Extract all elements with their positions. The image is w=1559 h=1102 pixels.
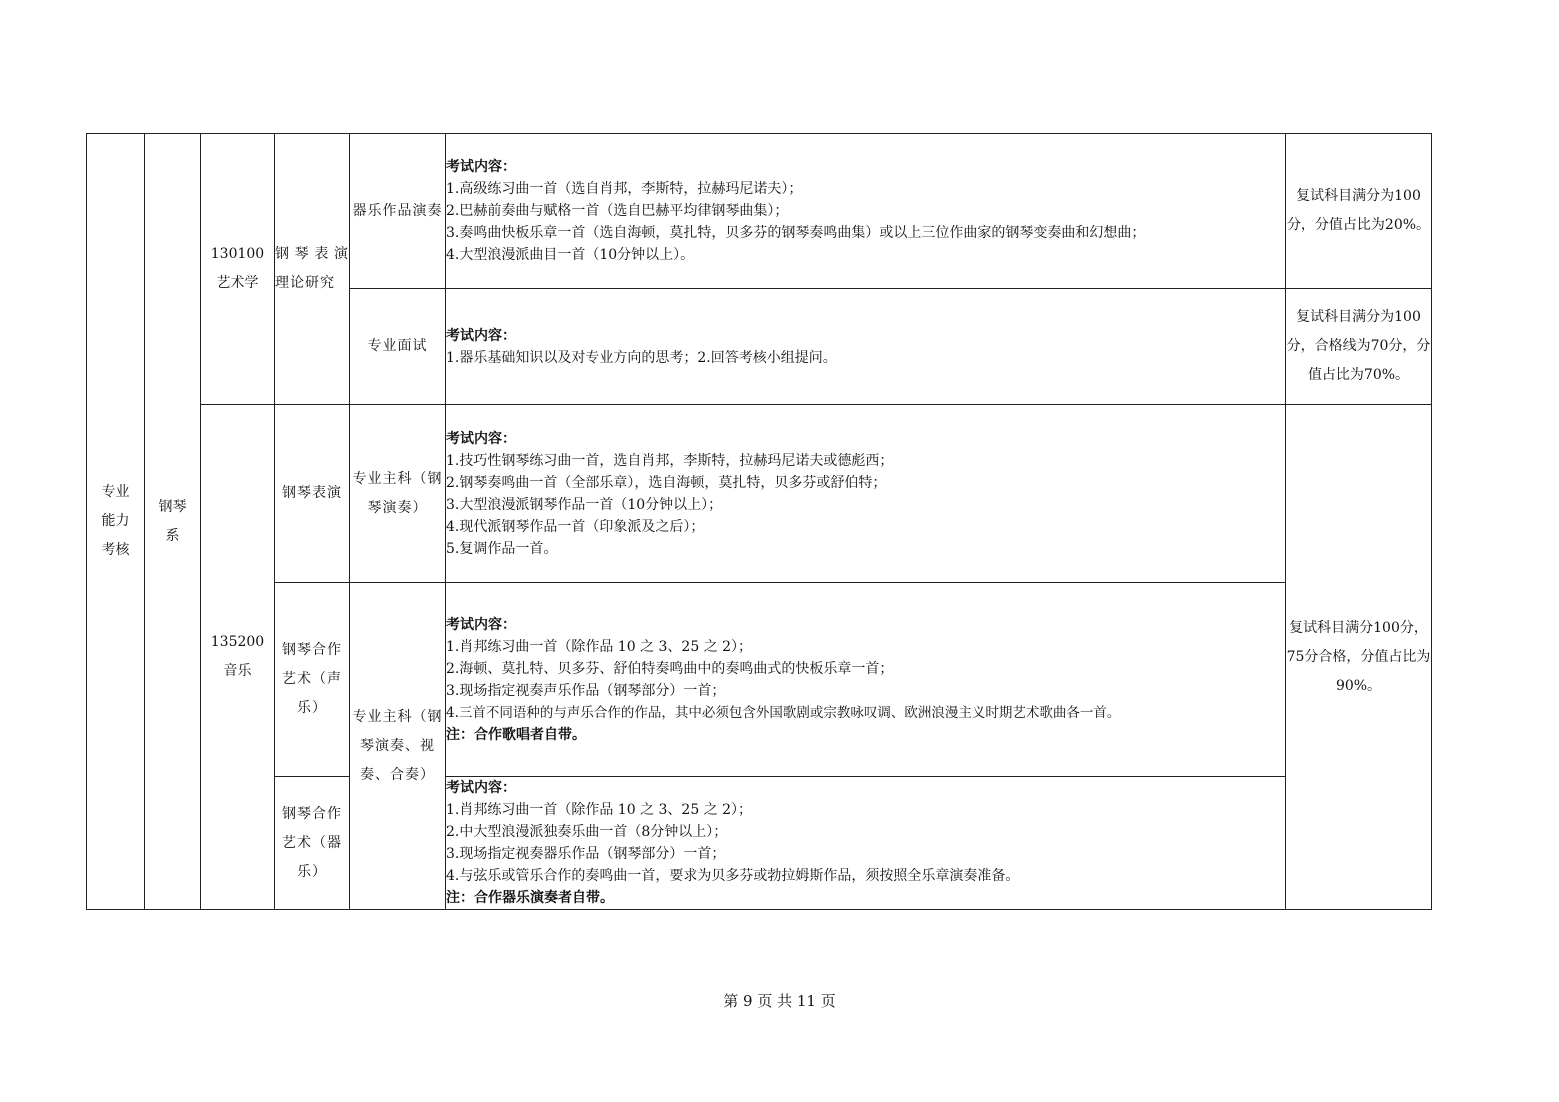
content-line: 5.复调作品一首。 [446,540,558,557]
direction-cell [275,405,350,583]
subject-label: 专业主科（钢琴演奏、视奏、合奏） [352,708,443,783]
category-cell [87,134,145,910]
content-line: 3.奏鸣曲快板乐章一首（选自海顿，莫扎特，贝多芬的钢琴奏鸣曲集）或以上三位作曲家的钢琴变奏曲和幻想曲； [446,225,1146,241]
content-line: 1.肖邦练习曲一首（除作品 10 之 3、25 之 2）； [446,638,753,655]
content-line: 1.肖邦练习曲一首（除作品 10 之 3、25 之 2）； [446,802,753,818]
content-cell [446,405,1286,583]
content-line: 2.海顿、莫扎特、贝多芬、舒伯特奏鸣曲中的奏鸣曲式的快板乐章一首； [446,660,894,677]
direction-cell [275,134,350,405]
exam-requirements-table [86,133,1432,910]
major-code: 135200 [210,634,265,650]
content-cell [446,777,1286,910]
content-line: 4.与弦乐或管乐合作的奏鸣曲一首，要求为贝多芬或勃拉姆斯作品，须按照全乐章演奏准备。 [446,868,1020,884]
department-label: 钢琴系 [158,498,187,544]
score-cell [1286,405,1432,910]
content-line: 3.现场指定视奏声乐作品（钢琴部分）一首； [446,682,726,699]
content-line: 2.巴赫前奏曲与赋格一首（选自巴赫平均律钢琴曲集）； [446,203,789,219]
category-label: 专业能力考核 [101,484,130,558]
major-cell-130100 [201,134,275,405]
content-heading: 考试内容： [446,159,516,175]
score-text: 复试科目满分为100分，分值占比为20%。 [1286,188,1431,233]
subject-label: 专业面试 [367,338,428,354]
subject-label: 器乐作品演奏 [352,202,443,219]
content-line: 2.中大型浪漫派独奏乐曲一首（8分钟以上）； [446,824,728,840]
content-cell [446,134,1286,289]
major-cell-135200 [201,405,275,910]
content-line: 1.高级练习曲一首（选自肖邦，李斯特，拉赫玛尼诺夫）； [446,181,803,197]
subject-cell [350,134,446,289]
major-name: 音乐 [223,663,252,679]
content-heading: 考试内容： [446,616,516,633]
direction-cell [275,583,350,777]
department-cell [145,134,201,910]
content-heading: 考试内容： [446,780,516,796]
subject-label: 专业主科（钢琴演奏） [352,470,443,516]
content-line: 1.器乐基础知识以及对专业方向的思考；2.回答考核小组提问。 [446,349,837,366]
content-heading: 考试内容： [446,430,516,447]
content-note: 注：合作器乐演奏者自带。 [446,890,614,906]
subject-cell [350,289,446,405]
subject-cell [350,405,446,583]
content-line: 2.钢琴奏鸣曲一首（全部乐章），选自海顿，莫扎特，贝多芬或舒伯特； [446,474,887,491]
score-cell [1286,289,1432,405]
content-line: 3.现场指定视奏器乐作品（钢琴部分）一首； [446,846,726,862]
content-line: 3.大型浪漫派钢琴作品一首（10分钟以上）； [446,496,723,513]
content-line: 4.现代派钢琴作品一首（印象派及之后）； [446,518,705,535]
page-number: 第 9 页 共 11 页 [723,992,836,1010]
direction-label: 钢琴表演 [282,485,342,501]
content-line: 1.技巧性钢琴练习曲一首，选自肖邦，李斯特，拉赫玛尼诺夫或德彪西； [446,452,894,469]
content-cell [446,583,1286,777]
major-name: 艺术学 [216,275,259,291]
subject-cell [350,583,446,910]
direction-label: 钢琴表演理论研究 [275,246,349,291]
score-text: 复试科目满分为100分，合格线为70分，分值占比为70%。 [1286,309,1431,383]
direction-label: 钢琴合作艺术（声乐） [282,642,342,716]
content-note: 注：合作歌唱者自带。 [446,726,586,743]
content-heading: 考试内容： [446,327,516,344]
score-cell [1286,134,1432,289]
direction-label: 钢琴合作艺术（器乐） [282,805,342,880]
score-text: 复试科目满分100分，75分合格，分值占比为90%。 [1286,619,1431,694]
direction-cell [275,777,350,910]
content-line: 4.三首不同语种的与声乐合作的作品，其中必须包含外国歌剧或宗教咏叹调、欧洲浪漫主义时期艺术歌曲各一首。 [446,704,1121,721]
major-code: 130100 [210,246,265,262]
content-line: 4.大型浪漫派曲目一首（10分钟以上）。 [446,247,695,263]
content-cell [446,289,1286,405]
